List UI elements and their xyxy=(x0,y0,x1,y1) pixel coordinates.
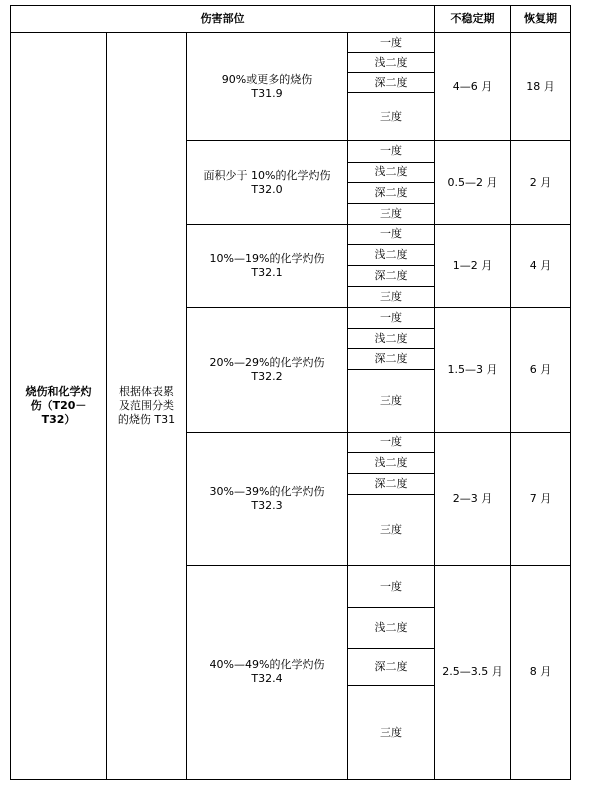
degree-2-3: 三度 xyxy=(348,286,435,307)
row-desc-5-line2: T32.4 xyxy=(251,672,283,686)
recovery-5: 8 月 xyxy=(511,565,571,779)
degree-4-2: 深二度 xyxy=(348,473,435,494)
degree-0-1: 浅二度 xyxy=(348,53,435,73)
degree-4-3: 三度 xyxy=(348,494,435,565)
degree-0-2: 深二度 xyxy=(348,73,435,93)
row-desc-0-line2: T31.9 xyxy=(251,86,283,100)
degree-3-0: 一度 xyxy=(348,308,435,329)
category-label-line3: T32） xyxy=(41,413,76,427)
subcategory-line3: 的烧伤 T31 xyxy=(117,413,176,427)
row-desc-4-line2: T32.3 xyxy=(251,498,283,512)
unstable-3: 1.5—3 月 xyxy=(435,308,511,432)
recovery-4: 7 月 xyxy=(511,432,571,565)
category-label-line2: 伤（T20－ xyxy=(30,399,87,413)
recovery-0: 18 月 xyxy=(511,33,571,141)
category-label-line1: 烧伤和化学灼 xyxy=(25,385,92,399)
header-injury-site: 伤害部位 xyxy=(11,6,435,33)
degree-1-2: 深二度 xyxy=(348,182,435,203)
row-desc-0-line1: 90%或更多的烧伤 xyxy=(221,72,313,86)
subcategory-cell xyxy=(107,33,187,780)
row-desc-1 xyxy=(187,141,348,224)
row-desc-0 xyxy=(187,33,348,141)
degree-4-1: 浅二度 xyxy=(348,452,435,473)
row-desc-5 xyxy=(187,565,348,779)
degree-5-0: 一度 xyxy=(348,565,435,607)
unstable-1: 0.5—2 月 xyxy=(435,141,511,224)
row-desc-3 xyxy=(187,308,348,432)
row-desc-4-line1: 30%—39%的化学灼伤 xyxy=(209,484,325,498)
degree-3-2: 深二度 xyxy=(348,349,435,370)
degree-3-1: 浅二度 xyxy=(348,329,435,349)
unstable-2: 1—2 月 xyxy=(435,224,511,307)
row-desc-4 xyxy=(187,432,348,565)
degree-3-3: 三度 xyxy=(348,370,435,432)
degree-1-0: 一度 xyxy=(348,141,435,162)
row-desc-5-line1: 40%—49%的化学灼伤 xyxy=(209,658,325,672)
degree-5-1: 浅二度 xyxy=(348,608,435,649)
header-recovery-period: 恢复期 xyxy=(511,6,571,33)
degree-2-0: 一度 xyxy=(348,224,435,244)
row-desc-3-line2: T32.2 xyxy=(251,369,283,383)
recovery-2: 4 月 xyxy=(511,224,571,307)
recovery-3: 6 月 xyxy=(511,308,571,432)
row-desc-2 xyxy=(187,224,348,307)
row-desc-2-line2: T32.1 xyxy=(251,265,283,279)
row-desc-1-line1: 面积少于 10%的化学灼伤 xyxy=(203,168,331,182)
subcategory-line2: 及范围分类 xyxy=(119,399,174,413)
degree-0-3: 三度 xyxy=(348,93,435,141)
row-desc-1-line2: T32.0 xyxy=(251,182,283,196)
degree-5-2: 深二度 xyxy=(348,649,435,686)
unstable-4: 2—3 月 xyxy=(435,432,511,565)
degree-1-1: 浅二度 xyxy=(348,162,435,182)
degree-2-2: 深二度 xyxy=(348,265,435,286)
degree-1-3: 三度 xyxy=(348,203,435,224)
category-cell xyxy=(11,33,107,780)
header-unstable-period: 不稳定期 xyxy=(435,6,511,33)
unstable-0: 4—6 月 xyxy=(435,33,511,141)
row-desc-3-line1: 20%—29%的化学灼伤 xyxy=(209,355,325,369)
degree-2-1: 浅二度 xyxy=(348,244,435,265)
degree-4-0: 一度 xyxy=(348,432,435,452)
burn-recovery-grid xyxy=(10,5,571,780)
unstable-5: 2.5—3.5 月 xyxy=(435,565,511,779)
row-desc-2-line1: 10%—19%的化学灼伤 xyxy=(209,251,325,265)
subcategory-line1: 根据体表累 xyxy=(119,385,174,399)
recovery-1: 2 月 xyxy=(511,141,571,224)
degree-5-3: 三度 xyxy=(348,686,435,780)
degree-0-0: 一度 xyxy=(348,33,435,53)
